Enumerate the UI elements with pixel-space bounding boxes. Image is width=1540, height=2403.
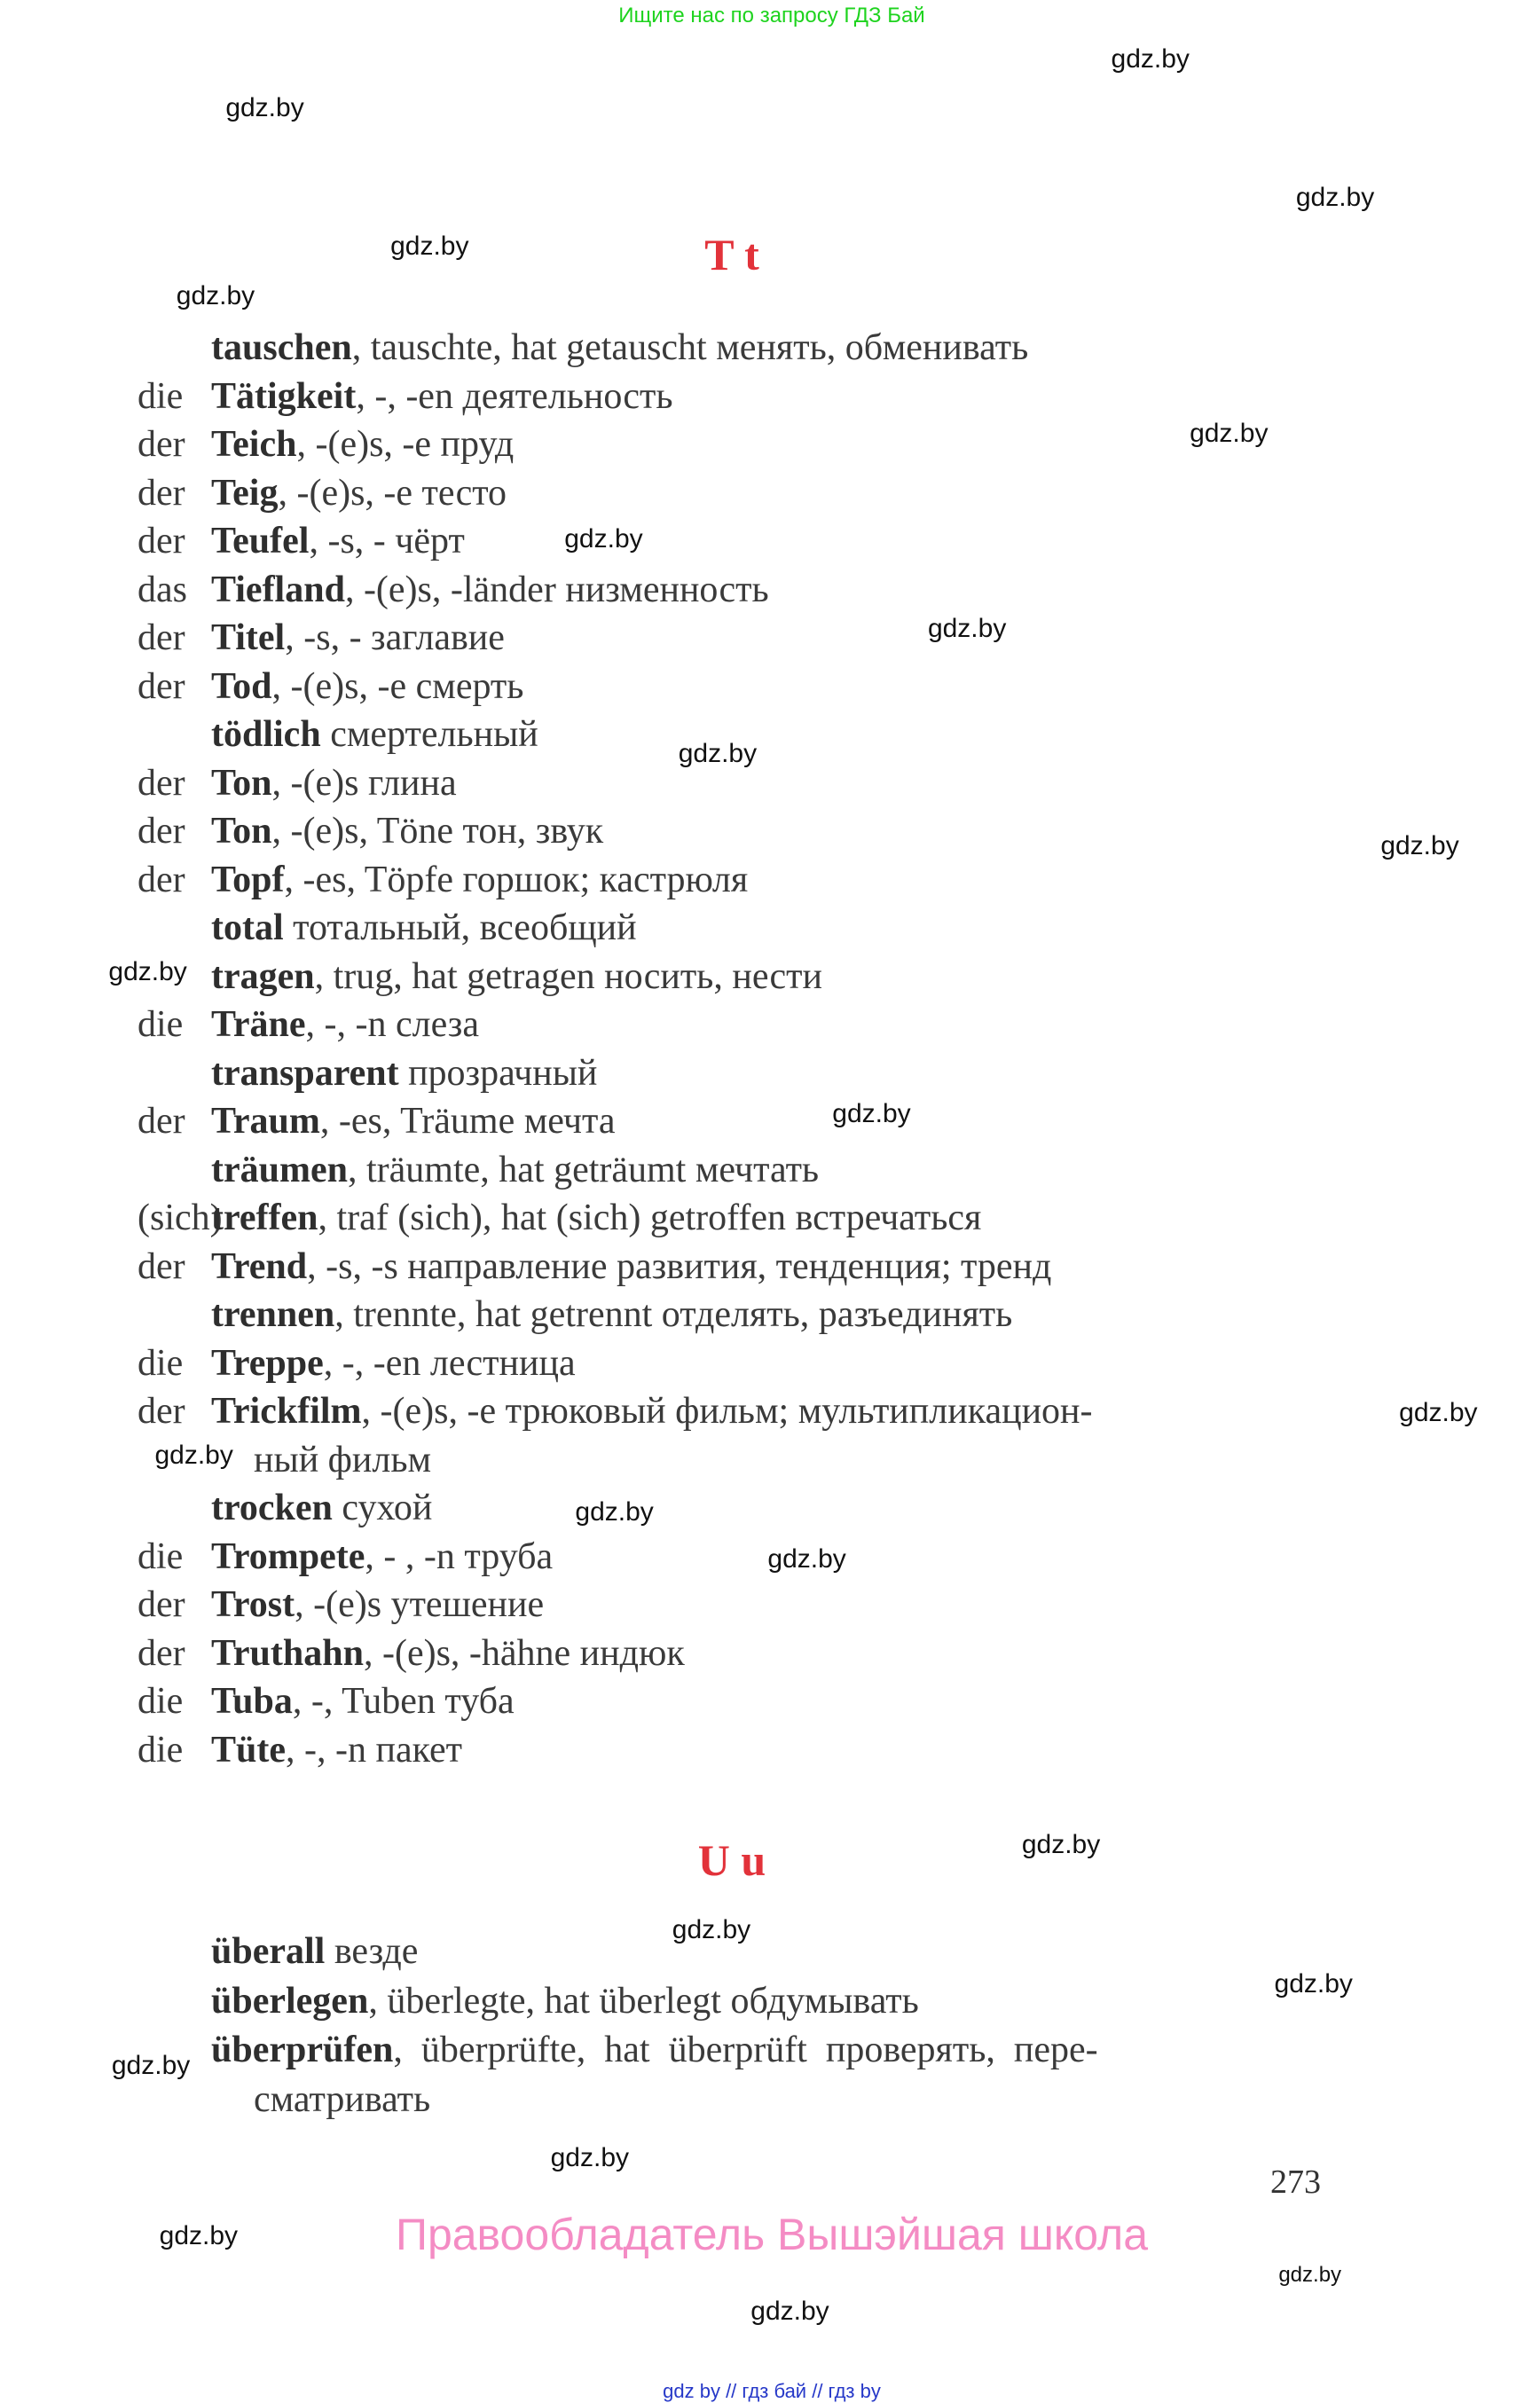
entry-translation: , -s, -s направление развития, тенденция; тренд xyxy=(307,1245,1052,1287)
watermark-text: gdz.by xyxy=(678,738,758,768)
dictionary-entry xyxy=(138,1097,616,1145)
watermark-text: gdz.by xyxy=(1295,182,1375,212)
section-letter-t: T t xyxy=(704,230,759,279)
entry-article: der xyxy=(138,762,185,804)
entry-article: die xyxy=(138,1342,184,1384)
dictionary-entry xyxy=(138,614,505,662)
dictionary-entry xyxy=(138,1533,553,1581)
owner-notice: Правообладатель Вышэйшая школа xyxy=(396,2210,1148,2259)
entry-headword: transparent xyxy=(211,1052,399,1094)
dictionary-entry xyxy=(138,469,507,517)
dictionary-entry xyxy=(138,904,637,952)
entry-article: die xyxy=(138,1535,184,1577)
entry-translation: , tauschte, hat getauscht менять, обменивать xyxy=(351,327,1029,368)
entry-headword: überlegen xyxy=(211,1980,369,2022)
dictionary-entry xyxy=(138,711,538,758)
dictionary-entry xyxy=(138,759,457,807)
entry-translation: тотальный, всеобщий xyxy=(283,907,637,948)
dictionary-entry xyxy=(138,1928,418,1975)
watermark-text: gdz.by xyxy=(390,232,469,262)
watermark-text: gdz.by xyxy=(927,614,1007,644)
entry-headword: Trompete xyxy=(211,1535,365,1577)
dictionary-entry xyxy=(138,1726,462,1774)
entry-headword: Truthahn xyxy=(211,1632,364,1674)
entry-translation: , -(e)s, -länder низменность xyxy=(344,569,769,610)
entry-article: der xyxy=(138,617,185,658)
entry-translation: сматривать xyxy=(254,2078,431,2120)
dictionary-entry xyxy=(138,1629,685,1677)
entry-headword: träumen xyxy=(211,1149,348,1190)
dictionary-entry xyxy=(138,1677,515,1725)
dictionary-entry xyxy=(138,2026,1098,2074)
entry-translation: , -(e)s утешение xyxy=(295,1584,545,1625)
entry-translation: , -(e)s, -e смерть xyxy=(271,665,524,707)
entry-article: die xyxy=(138,1729,184,1771)
entry-translation: , -s, - заглавие xyxy=(285,617,505,658)
entry-article: (sich) xyxy=(138,1198,223,1238)
entry-translation: , traf (sich), hat (sich) getroffen встречаться xyxy=(318,1198,982,1238)
entry-headword: Tätigkeit xyxy=(211,375,357,417)
dictionary-entry xyxy=(138,1146,819,1194)
entry-article: der xyxy=(138,859,185,900)
entry-article: der xyxy=(138,1101,185,1142)
entry-article: der xyxy=(138,811,185,852)
entry-headword: treffen xyxy=(211,1198,318,1238)
dictionary-entry xyxy=(138,1387,1093,1435)
watermark-text: gdz.by xyxy=(575,1497,654,1527)
entry-headword: Ton xyxy=(211,762,272,804)
watermark-text: gdz.by xyxy=(1021,1830,1101,1860)
entry-translation: , -(e)s, -e трюковый фильм; мультипликацион- xyxy=(361,1391,1093,1432)
watermark-text: gdz.by xyxy=(108,957,187,987)
entry-headword: Teig xyxy=(211,472,279,514)
watermark-text: gdz.by xyxy=(111,2050,191,2080)
entry-article: der xyxy=(138,665,185,707)
watermark-text: gdz.by xyxy=(564,524,643,554)
entry-headword: Träne xyxy=(211,1004,306,1045)
dictionary-entry xyxy=(138,566,769,614)
entry-translation: везде xyxy=(325,1931,419,1972)
entry-article: das xyxy=(138,569,187,610)
entry-article: der xyxy=(138,521,185,561)
entry-headword: Trickfilm xyxy=(211,1391,362,1432)
watermark-text: gdz.by xyxy=(1274,1968,1353,1999)
watermark-text: gdz.by xyxy=(1111,43,1190,74)
watermark-text: gdz.by xyxy=(1190,418,1269,448)
dictionary-entry xyxy=(138,1977,919,2025)
watermark-text: gdz.by xyxy=(672,1914,751,1944)
dictionary-entry xyxy=(138,324,1028,372)
dictionary-entry xyxy=(138,517,465,565)
entry-headword: total xyxy=(211,907,284,948)
watermark-text: gdz.by xyxy=(154,1441,233,1471)
entry-translation: , -s, - чёрт xyxy=(309,521,465,561)
entry-translation: , -es, Töpfe горшок; кастрюля xyxy=(284,859,749,900)
entry-translation: , -(e)s глина xyxy=(271,762,457,804)
watermark-text: gdz.by xyxy=(1278,2262,1342,2287)
dictionary-entry xyxy=(138,807,603,855)
entry-translation: , -es, Träume мечта xyxy=(319,1101,616,1142)
entry-headword: Titel xyxy=(211,617,286,658)
entry-translation: , -(e)s, -hähne индюк xyxy=(363,1632,685,1674)
entry-translation: , träumte, hat geträumt мечтать xyxy=(347,1149,820,1190)
footer-links[interactable]: gdz by // гдз бай // гдз by xyxy=(663,2380,881,2402)
entry-headword: tragen xyxy=(211,955,315,997)
entry-translation: , -, -n пакет xyxy=(286,1729,462,1771)
entry-translation: , trennte, hat getrennt отделять, разъединять xyxy=(334,1294,1013,1335)
entry-headword: überprüfen xyxy=(211,2030,394,2071)
entry-translation: , -(e)s, -e пруд xyxy=(296,424,515,465)
entry-translation: , überlegte, hat überlegt обдумывать xyxy=(368,1980,919,2022)
entry-headword: Teufel xyxy=(211,521,310,561)
watermark-text: gdz.by xyxy=(1399,1397,1478,1427)
entry-headword: Topf xyxy=(211,859,285,900)
entry-translation: , -(e)s, Töne тон, звук xyxy=(271,811,604,852)
entry-translation: , -, -n слеза xyxy=(305,1004,480,1045)
entry-headword: Traum xyxy=(211,1101,320,1142)
entry-article: die xyxy=(138,1004,184,1045)
entry-headword: trennen xyxy=(211,1294,335,1335)
entry-headword: Tiefland xyxy=(211,569,345,610)
watermark-text: gdz.by xyxy=(832,1098,911,1128)
entry-translation: ный фильм xyxy=(254,1439,432,1480)
entry-headword: Teich xyxy=(211,424,297,465)
entry-translation: прозрачный xyxy=(398,1052,598,1094)
entry-translation: смертельный xyxy=(320,714,538,755)
dictionary-entry xyxy=(138,373,673,420)
entry-article: der xyxy=(138,1391,185,1432)
dictionary-entry xyxy=(138,1049,597,1097)
dictionary-entry xyxy=(138,1001,479,1048)
watermark-text: gdz.by xyxy=(159,2221,239,2251)
entry-translation: сухой xyxy=(332,1488,433,1528)
entry-translation: , -, -en деятельность xyxy=(356,375,673,417)
dictionary-entry xyxy=(138,1194,981,1242)
dictionary-entry xyxy=(138,1581,544,1629)
entry-headword: tauschen xyxy=(211,327,352,368)
watermark-text: gdz.by xyxy=(767,1543,846,1574)
dictionary-entry xyxy=(138,663,523,711)
watermark-text: gdz.by xyxy=(1380,830,1459,860)
entry-article: die xyxy=(138,375,184,417)
top-banner: Ищите нас по запросу ГДЗ Бай xyxy=(618,4,925,27)
watermark-text: gdz.by xyxy=(176,281,255,311)
entry-headword: tödlich xyxy=(211,714,321,755)
entry-translation: , überprüfte, hat überprüft проверять, пере- xyxy=(393,2030,1098,2071)
dictionary-entry xyxy=(138,1291,1012,1339)
dictionary-entry xyxy=(138,420,514,468)
watermark-text: gdz.by xyxy=(550,2142,629,2172)
entry-article: die xyxy=(138,1681,184,1722)
watermark-text: gdz.by xyxy=(225,93,304,123)
entry-translation: , -, -en лестница xyxy=(323,1342,576,1384)
dictionary-entry xyxy=(138,1243,1051,1291)
entry-article: der xyxy=(138,472,185,514)
entry-translation: , -, Tuben туба xyxy=(292,1681,515,1722)
entry-headword: Trend xyxy=(211,1245,308,1287)
entry-headword: Tod xyxy=(211,665,272,707)
dictionary-entry xyxy=(138,1339,576,1387)
entry-headword: Trost xyxy=(211,1584,295,1625)
entry-headword: Tüte xyxy=(211,1729,286,1771)
entry-article: der xyxy=(138,1584,185,1625)
entry-article: der xyxy=(138,1632,185,1674)
entry-headword: trocken xyxy=(211,1488,333,1528)
entry-headword: überall xyxy=(211,1931,326,1972)
entry-translation: , trug, hat getragen носить, нести xyxy=(314,955,822,997)
entry-translation: , - , -n труба xyxy=(365,1535,554,1577)
dictionary-entry xyxy=(138,1484,432,1532)
section-letter-u: U u xyxy=(697,1835,766,1885)
entry-headword: Treppe xyxy=(211,1342,324,1384)
entry-article: der xyxy=(138,1245,185,1287)
entry-headword: Ton xyxy=(211,811,272,852)
dictionary-entry xyxy=(138,856,748,904)
entry-translation: , -(e)s, -e тесто xyxy=(278,472,507,514)
page-number: 273 xyxy=(1270,2163,1321,2201)
watermark-text: gdz.by xyxy=(750,2297,829,2327)
dictionary-entry xyxy=(138,953,822,1001)
entry-headword: Tuba xyxy=(211,1681,293,1722)
entry-article: der xyxy=(138,424,185,465)
entry-continuation xyxy=(138,2076,430,2124)
